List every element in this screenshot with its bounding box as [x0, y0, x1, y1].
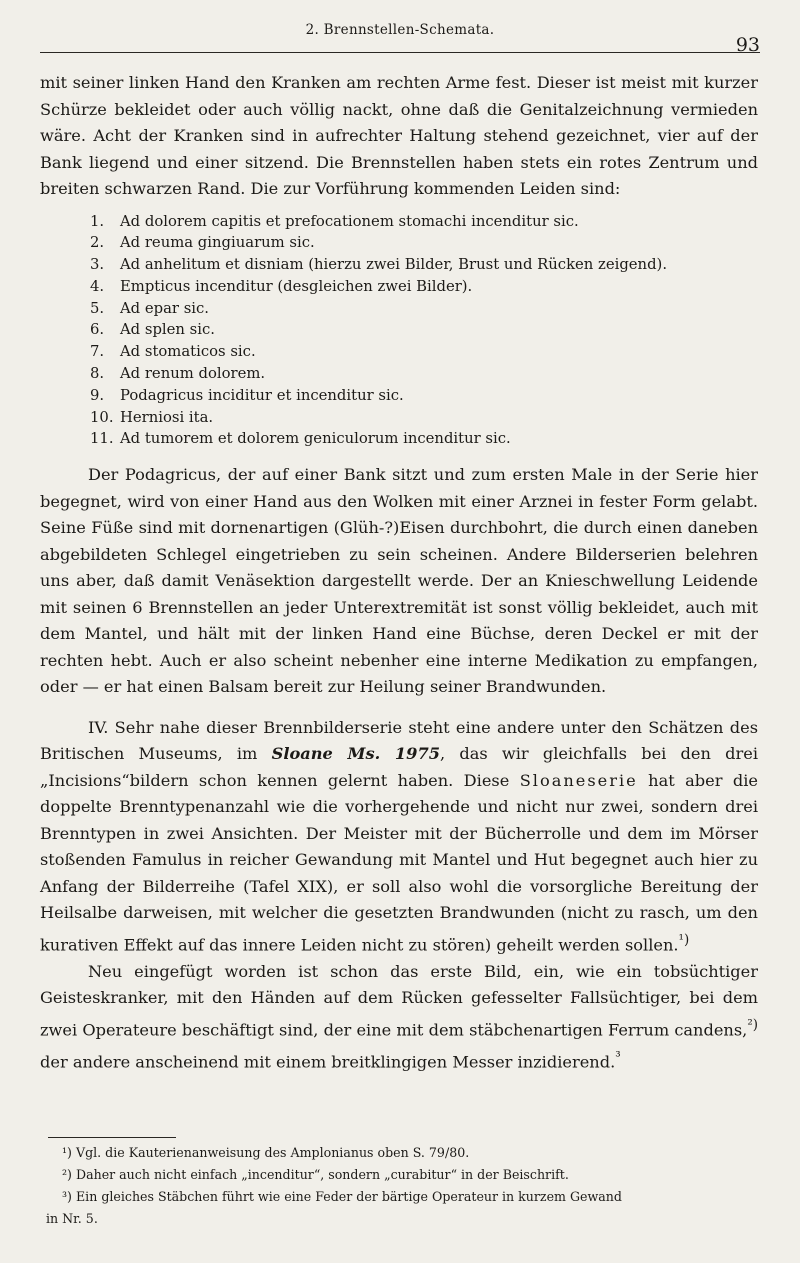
list-item [90, 428, 758, 450]
footnote-ref-3: ³ [615, 1048, 621, 1065]
list-item [90, 363, 758, 385]
list-item-text: Ad tumorem et dolorem geniculorum incenditur sic. [120, 430, 511, 448]
page-header [40, 22, 760, 56]
list-item-number: 7. [90, 343, 105, 361]
list-item-text: Ad epar sic. [120, 299, 210, 317]
list-item-text: Podagricus inciditur et incenditur sic. [120, 386, 404, 404]
list-item-number: 10. [90, 408, 114, 426]
list-item [90, 232, 758, 254]
paragraph-4-part-b: der andere anscheinend mit einem breitklingigen Messer inzidierend. [40, 1051, 616, 1071]
footnote [40, 1186, 758, 1208]
footnote-mark: ³) [62, 1189, 72, 1204]
footnote [40, 1142, 758, 1164]
paragraph-3-part-b: , das wir gleichfalls bei den drei „Incisions“bildern schon kennen gelernt haben. Diese [40, 744, 759, 790]
list-item [90, 211, 758, 233]
page-number: 93 [735, 34, 760, 56]
footnote-rule [48, 1137, 176, 1138]
paragraph-4-part-a: Neu eingefügt worden ist schon das erste Bild, ein, wie ein tobsüchtiger Geisteskranker, mit den Händen auf dem Rücken gefesselter Fallsüchtiger, bei dem zwei Operateure beschäftigt sind, der eine mit dem stäbchenartigen Ferrum candens, [40, 961, 758, 1040]
list-item-number: 5. [90, 299, 105, 317]
paragraph-2: Der Podagricus, der auf einer Bank sitzt und zum ersten Male in der Serie hier begegnet, wird von einer Hand aus den Wolken mit einer Arznei in fester Form gelabt. Seine Füße sind mit dornenartigen (Glüh-?)Eisen durchbohrt, die durch einen daneben abgebildeten Schlegel eingetrieben zu sein scheinen. Andere Bilderserien belehren uns aber, daß damit Venäsektion dargestellt werde. Der an Knieschwellung Leidende mit seinen 6 Brennstellen an jeder Unterextremität ist sonst völlig bekleidet, auch mit dem Mantel, und hält mit der linken Hand eine Büchse, deren Deckel er mit der rechten hebt. Auch er also scheint nebenher eine interne Medikation zu empfangen, oder — er hat einen Balsam bereit zur Heilung seiner Brandwunden. [40, 465, 758, 697]
list-item-number: 2. [90, 234, 105, 252]
list-item [90, 298, 758, 320]
header-rule [40, 52, 760, 53]
sloane-series-term: Sloaneserie [519, 770, 638, 790]
list-item-text: Ad renum dolorem. [120, 365, 266, 383]
body-text [40, 70, 758, 1075]
list-item [90, 254, 758, 276]
list-item [90, 276, 758, 298]
running-title: 2. Brennstellen-Schemata. [305, 22, 495, 38]
list-item-text: Herniosi ita. [120, 408, 214, 426]
footnote-text: Ein gleiches Stäbchen führt wie eine Feder der bärtige Operateur in kurzem Gewand [75, 1189, 622, 1204]
section-gap [40, 701, 758, 715]
footnote-continuation: in Nr. 5. [46, 1211, 98, 1226]
list-item-number: 1. [90, 212, 105, 230]
list-item-text: Empticus incenditur (desgleichen zwei Bilder). [120, 277, 473, 295]
manuscript-reference: Sloane Ms. 1975 [271, 744, 440, 764]
list-item-number: 8. [90, 365, 105, 383]
footnote-mark: ¹) [62, 1145, 72, 1160]
footnote-mark: ²) [62, 1167, 72, 1182]
paragraph-3 [40, 715, 758, 959]
list-item-text: Ad anhelitum et disniam (hierzu zwei Bilder, Brust und Rücken zeigend). [120, 256, 668, 274]
list-item-number: 4. [90, 277, 105, 295]
footnote-text: Daher auch nicht einfach „incenditur“, sondern „curabitur“ in der Beischrift. [75, 1167, 569, 1182]
ailment-list [40, 211, 758, 451]
paragraph-1: mit seiner linken Hand den Kranken am rechten Arme fest. Dieser ist meist mit kurzer Schürze bekleidet oder auch völlig nackt, ohne daß die Genitalzeichnung vermieden wäre. Acht der Kranken sind in aufrechter Haltung stehend gezeichnet, vier auf der Bank liegend und einer sitzend. Die Brennstellen haben stets ein rotes Zentrum und breiten schwarzen Rand. Die zur Vorführung kommenden Leiden sind: [40, 73, 758, 198]
footnote-ref-1: ¹) [678, 931, 690, 948]
paragraph-3-part-c: hat aber die doppelte Brenntypenanzahl wie die vorhergehende und nicht nur zwei, sondern drei Brenntypen in zwei Ansichten. Der Meister mit der Bücherrolle und dem im Mörser stoßenden Famulus in reicher Gewandung mit Mantel und Hut begegnet auch hier zu Anfang der Bilderreihe (Tafel XIX), er soll also wohl die vorsorgliche Bereitung der Heilsalbe darweisen, mit welcher die gesetzten Brandwunden (nicht zu rasch, um den kurativen Effekt auf das innere Leiden nicht zu stören) geheilt werden sollen. [40, 770, 758, 955]
list-item-number: 9. [90, 386, 105, 404]
footnote-text: Vgl. die Kauterienanweisung des Amplonianus oben S. 79/80. [75, 1145, 470, 1160]
list-item-number: 3. [90, 256, 105, 274]
paragraph-3-part-a: IV. Sehr nahe dieser Brennbilderserie steht eine andere unter den Schätzen des Britischen Museums, im [40, 717, 758, 764]
footnote-ref-2: ²) [747, 1016, 758, 1033]
list-item-text: Ad dolorem capitis et prefocationem stomachi incenditur sic. [120, 212, 579, 230]
footnotes [40, 1142, 758, 1230]
list-item [90, 341, 758, 363]
list-item-text: Ad reuma gingiuarum sic. [120, 234, 315, 252]
list-item-number: 11. [90, 430, 114, 448]
footnote [40, 1164, 758, 1186]
list-item [90, 385, 758, 407]
list-item [90, 319, 758, 341]
paragraph-4 [40, 959, 758, 1076]
list-item-text: Ad splen sic. [120, 321, 215, 339]
list-item [90, 407, 758, 429]
list-item-text: Ad stomaticos sic. [120, 343, 256, 361]
list-item-number: 6. [90, 321, 105, 339]
